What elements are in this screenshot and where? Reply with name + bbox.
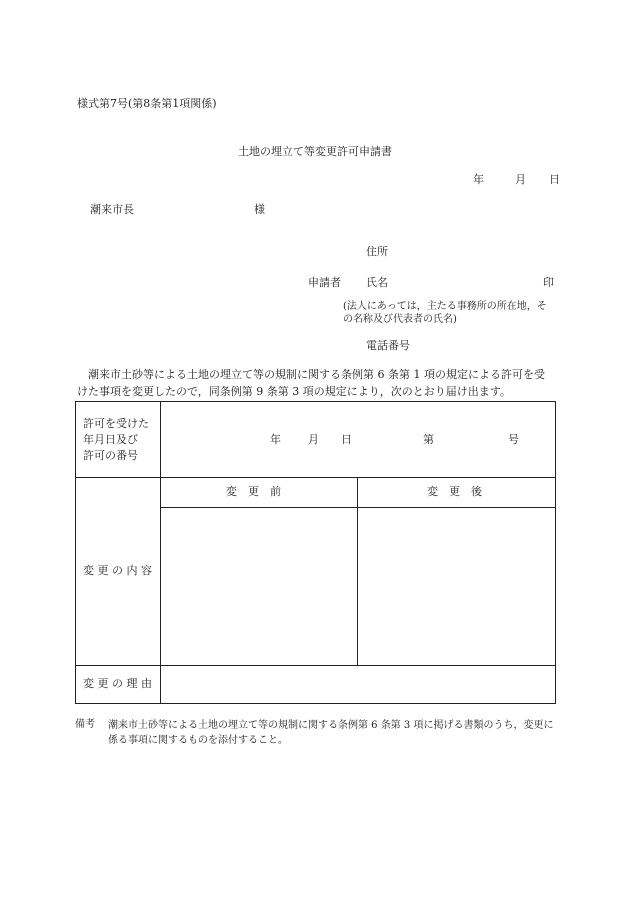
date-year-label: 年: [473, 173, 484, 186]
application-date: [473, 173, 560, 187]
name-label: 氏名: [366, 276, 388, 289]
document-title: 土地の埋立て等変更許可申請書: [238, 145, 392, 158]
address-label: 住所: [366, 245, 388, 258]
change-content-label: 変 更 の 内 容: [83, 564, 152, 577]
applicant-label: 申請者: [308, 276, 341, 289]
row-divider-2: [76, 665, 555, 666]
seal-mark: 印: [543, 276, 554, 289]
phone-label: 電話番号: [366, 339, 410, 352]
addressee-name: 潮来市長: [90, 203, 134, 216]
corporation-note: (法人にあっては，主たる事務所の所在地，その名称及び代表者の氏名): [343, 301, 547, 325]
permit-number-prefix: 第: [423, 433, 434, 446]
label-column-divider: [160, 402, 161, 703]
addressee-suffix: 様: [254, 203, 265, 216]
footnote-label: 備考: [75, 719, 95, 730]
declaration-text: 潮来市土砂等による土地の埋立て等の規制に関する条例第 6 条第 1 項の規定による許可を受けた事項を変更したので，同条例第 9 条第 3 項の規定により，次のとおり届け出ます。: [77, 368, 545, 398]
after-change-header: 変 更 後: [427, 485, 482, 498]
before-change-header: 変 更 前: [226, 485, 281, 498]
permit-year-label: 年: [270, 433, 281, 446]
permit-month-label: 月: [308, 433, 319, 446]
permit-number-suffix: 号: [508, 433, 519, 446]
permit-label-line-1: 許可を受けた: [83, 417, 149, 430]
date-day-label: 日: [549, 173, 560, 186]
before-after-divider: [357, 477, 358, 665]
footnote-text: 潮来市土砂等による土地の埋立て等の規制に関する条例第 6 条第 3 項に掲げる書類のうち，変更に係る事項に関するものを添付すること。: [108, 720, 554, 746]
row-divider-1: [76, 477, 555, 478]
change-reason-label: 変 更 の 理 由: [83, 677, 152, 690]
permit-label-line-2: 年月日及び: [83, 433, 138, 446]
permit-label-line-3: 許可の番号: [83, 449, 138, 462]
permit-day-label: 日: [341, 433, 352, 446]
date-month-label: 月: [515, 173, 526, 186]
change-application-table: [75, 401, 556, 704]
form-number: 様式第7号(第8条第1項関係): [77, 97, 217, 110]
